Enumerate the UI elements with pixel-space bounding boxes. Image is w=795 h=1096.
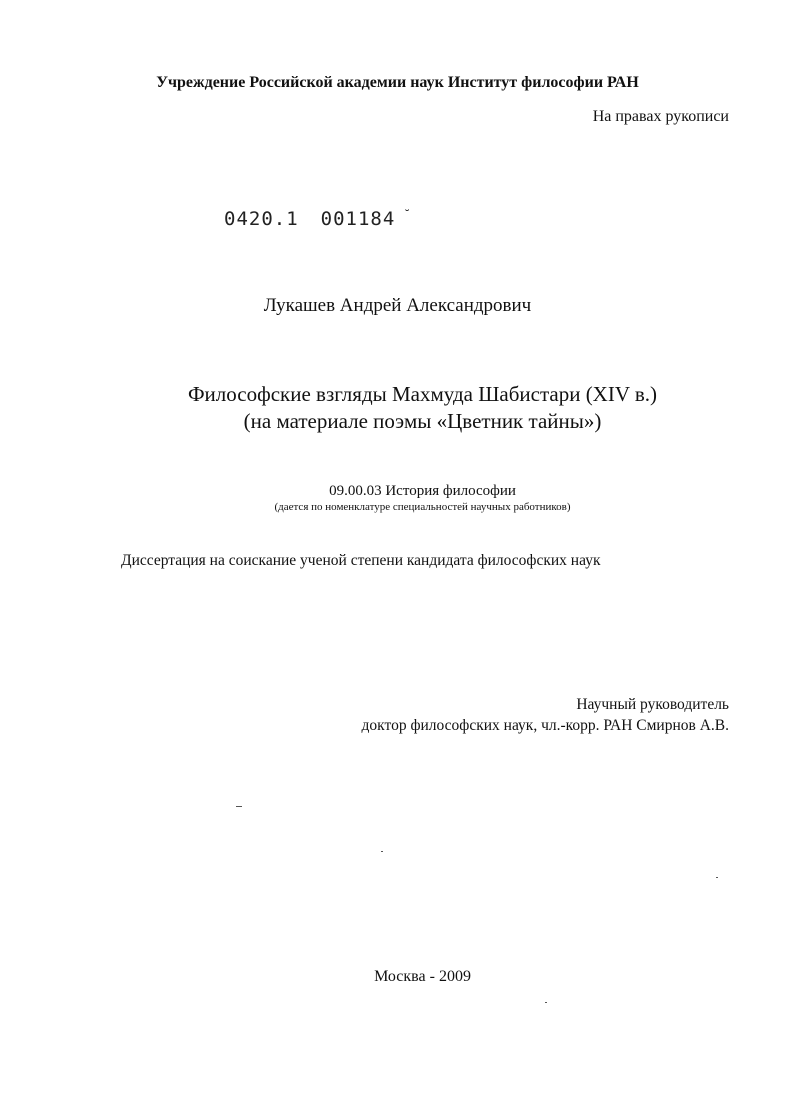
archive-number-part1: 0420.1 xyxy=(224,208,299,230)
scan-speck xyxy=(716,877,718,878)
author-name: Лукашев Андрей Александрович xyxy=(263,295,532,316)
dissertation-title xyxy=(0,381,795,435)
specialty-code: 09.00.03 История философии xyxy=(329,483,516,499)
manuscript-note: На правах рукописи xyxy=(592,108,729,125)
archive-number-tick: ˘ xyxy=(395,208,412,222)
supervisor-name: доктор философских наук, чл.-корр. РАН Смирнов А.В. xyxy=(361,717,729,734)
archive-number-part2: 001184 xyxy=(320,208,396,230)
institution-header: Учреждение Российской академии наук Институт философии РАН xyxy=(156,74,639,91)
title-line-2: (на материале поэмы «Цветник тайны») xyxy=(243,409,602,433)
scan-speck xyxy=(236,806,242,807)
degree-statement: Диссертация на соискание ученой степени кандидата философских наук xyxy=(121,552,601,569)
scan-speck xyxy=(545,1002,547,1003)
supervisor-label: Научный руководитель xyxy=(576,696,729,713)
city-year: Москва - 2009 xyxy=(374,968,471,985)
archive-number-stamp xyxy=(224,208,412,230)
scan-speck xyxy=(381,851,383,852)
specialty-note: (дается по номенклатуре специальностей научных работников) xyxy=(274,501,571,513)
title-line-1: Философские взгляды Махмуда Шабистари (XIV в.) xyxy=(187,382,658,406)
